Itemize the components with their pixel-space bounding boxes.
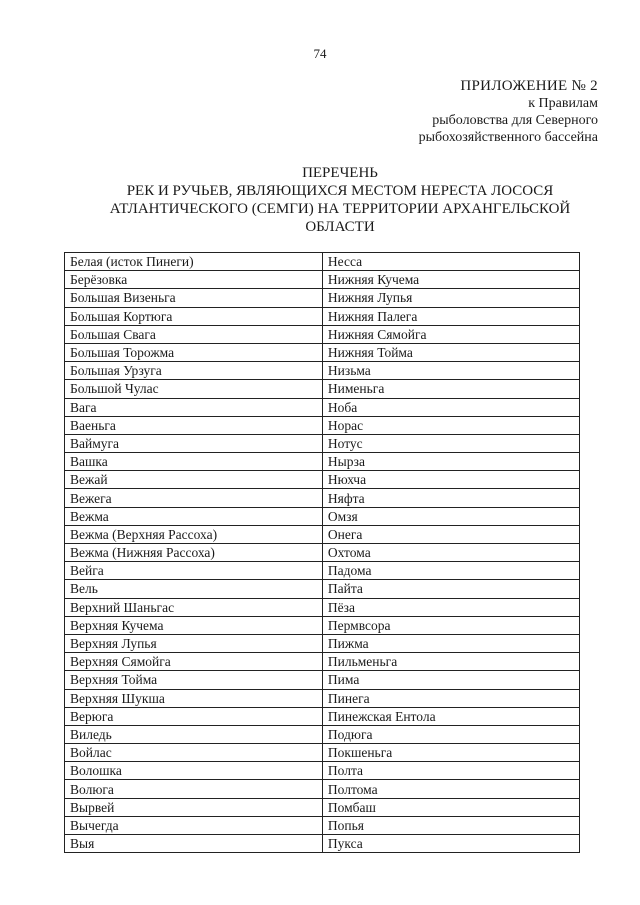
- document-title: [60, 164, 620, 236]
- river-name-right: Охтома: [322, 544, 579, 562]
- table-row: [65, 434, 580, 452]
- appendix-subtitle-line-1: к Правилам: [528, 96, 598, 111]
- river-name-right: Нижняя Тойма: [322, 343, 579, 361]
- river-name-right: Онега: [322, 525, 579, 543]
- river-name-right: Пижма: [322, 634, 579, 652]
- river-name-left: Ваеньга: [65, 416, 323, 434]
- river-name-right: Подюга: [322, 725, 579, 743]
- river-name-right: Нижняя Палега: [322, 307, 579, 325]
- river-name-left: Виледь: [65, 725, 323, 743]
- river-name-right: Омзя: [322, 507, 579, 525]
- river-name-right: Покшеньга: [322, 744, 579, 762]
- river-name-left: Вашка: [65, 453, 323, 471]
- river-name-right: Пинега: [322, 689, 579, 707]
- river-name-left: Верхняя Кучема: [65, 616, 323, 634]
- river-name-left: Верхняя Шукша: [65, 689, 323, 707]
- table-row: [65, 307, 580, 325]
- appendix-subtitle-line-2: рыболовства для Северного: [432, 113, 598, 128]
- table-row: [65, 416, 580, 434]
- river-name-left: Большая Торожма: [65, 343, 323, 361]
- appendix-title: ПРИЛОЖЕНИЕ № 2: [460, 78, 598, 94]
- river-name-left: Волошка: [65, 762, 323, 780]
- table-row: [65, 689, 580, 707]
- table-row: [65, 634, 580, 652]
- table-row: [65, 489, 580, 507]
- river-name-right: Падома: [322, 562, 579, 580]
- river-name-left: Верхний Шаньгас: [65, 598, 323, 616]
- table-row: [65, 616, 580, 634]
- table-row: [65, 362, 580, 380]
- table-row: [65, 343, 580, 361]
- river-name-right: Пёза: [322, 598, 579, 616]
- river-name-left: Вычегда: [65, 816, 323, 834]
- table-row: [65, 780, 580, 798]
- table-row: [65, 835, 580, 853]
- table-row: [65, 598, 580, 616]
- river-name-left: Ваймуга: [65, 434, 323, 452]
- table-row: [65, 762, 580, 780]
- table-row: [65, 271, 580, 289]
- rivers-table-body: [65, 253, 580, 853]
- table-row: [65, 325, 580, 343]
- river-name-left: Вежега: [65, 489, 323, 507]
- river-name-right: Низьма: [322, 362, 579, 380]
- table-row: [65, 453, 580, 471]
- table-row: [65, 725, 580, 743]
- river-name-left: Вейга: [65, 562, 323, 580]
- river-name-left: Большой Чулас: [65, 380, 323, 398]
- river-name-left: Вага: [65, 398, 323, 416]
- river-name-left: Вежай: [65, 471, 323, 489]
- document-title-line-4: ОБЛАСТИ: [305, 219, 375, 235]
- table-row: [65, 707, 580, 725]
- river-name-left: Большая Визеньга: [65, 289, 323, 307]
- table-row: [65, 816, 580, 834]
- river-name-left: Выя: [65, 835, 323, 853]
- river-name-right: Нижняя Лупья: [322, 289, 579, 307]
- river-name-right: Пермвсора: [322, 616, 579, 634]
- page-number: 74: [313, 46, 327, 61]
- river-name-right: Полта: [322, 762, 579, 780]
- river-name-right: Попья: [322, 816, 579, 834]
- river-name-left: Вырвей: [65, 798, 323, 816]
- rivers-table: [64, 252, 580, 853]
- document-title-line-2: РЕК И РУЧЬЕВ, ЯВЛЯЮЩИХСЯ МЕСТОМ НЕРЕСТА ЛОСОСЯ: [126, 183, 554, 199]
- river-name-left: Большая Кортюга: [65, 307, 323, 325]
- river-name-left: Белая (исток Пинеги): [65, 253, 323, 271]
- river-name-right: Норас: [322, 416, 579, 434]
- river-name-left: Вежма (Нижняя Рассоха): [65, 544, 323, 562]
- river-name-left: Берёзовка: [65, 271, 323, 289]
- table-row: [65, 544, 580, 562]
- river-name-right: Ноба: [322, 398, 579, 416]
- river-name-left: Войлас: [65, 744, 323, 762]
- appendix-subtitle-line-3: рыбохозяйственного бассейна: [418, 130, 598, 145]
- river-name-right: Помбаш: [322, 798, 579, 816]
- table-row: [65, 798, 580, 816]
- river-name-left: Верюга: [65, 707, 323, 725]
- table-row: [65, 398, 580, 416]
- river-name-right: Пильменьга: [322, 653, 579, 671]
- table-row: [65, 580, 580, 598]
- river-name-right: Полтома: [322, 780, 579, 798]
- table-row: [65, 507, 580, 525]
- river-name-left: Большая Урзуга: [65, 362, 323, 380]
- document-title-line-3: АТЛАНТИЧЕСКОГО (СЕМГИ) НА ТЕРРИТОРИИ АРХАНГЕЛЬСКОЙ: [109, 201, 571, 217]
- table-row: [65, 671, 580, 689]
- river-name-left: Верхняя Сямойга: [65, 653, 323, 671]
- river-name-right: Пукса: [322, 835, 579, 853]
- table-row: [65, 253, 580, 271]
- table-row: [65, 744, 580, 762]
- river-name-left: Вель: [65, 580, 323, 598]
- river-name-right: Нотус: [322, 434, 579, 452]
- table-row: [65, 471, 580, 489]
- river-name-right: Пинежская Ентола: [322, 707, 579, 725]
- river-name-left: Верхняя Лупья: [65, 634, 323, 652]
- river-name-right: Няфта: [322, 489, 579, 507]
- table-row: [65, 562, 580, 580]
- river-name-right: Пайта: [322, 580, 579, 598]
- table-row: [65, 380, 580, 398]
- river-name-right: Пима: [322, 671, 579, 689]
- river-name-right: Несса: [322, 253, 579, 271]
- table-row: [65, 525, 580, 543]
- river-name-right: Нименьга: [322, 380, 579, 398]
- river-name-right: Нырза: [322, 453, 579, 471]
- table-row: [65, 653, 580, 671]
- river-name-left: Верхняя Тойма: [65, 671, 323, 689]
- river-name-right: Нижняя Сямойга: [322, 325, 579, 343]
- table-row: [65, 289, 580, 307]
- document-title-line-1: ПЕРЕЧЕНЬ: [302, 165, 378, 181]
- river-name-left: Большая Свага: [65, 325, 323, 343]
- river-name-right: Нюхча: [322, 471, 579, 489]
- river-name-left: Вежма: [65, 507, 323, 525]
- river-name-left: Волюга: [65, 780, 323, 798]
- appendix-header: [419, 78, 598, 146]
- river-name-right: Нижняя Кучема: [322, 271, 579, 289]
- river-name-left: Вежма (Верхняя Рассоха): [65, 525, 323, 543]
